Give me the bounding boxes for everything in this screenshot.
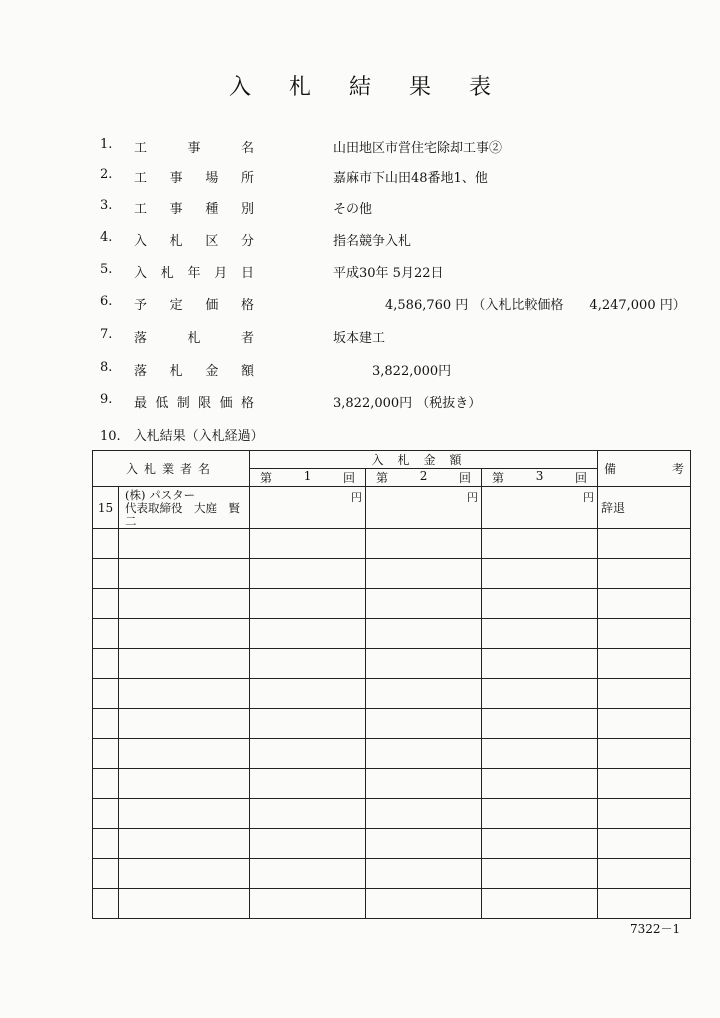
table-row — [93, 589, 691, 619]
table-row — [93, 559, 691, 589]
info-label: 工 事 名 — [134, 141, 254, 156]
info-number: 9. — [100, 392, 113, 407]
info-number: 1. — [100, 137, 113, 152]
info-number: 4. — [100, 230, 113, 245]
table-row — [93, 709, 691, 739]
info-value: 平成30年 5月22日 — [333, 266, 444, 281]
table-row — [93, 769, 691, 799]
header-bidder-name: 入札業者名 — [93, 451, 250, 487]
info-number: 3. — [100, 198, 113, 213]
header-round-2: 第 2 回 — [366, 469, 482, 487]
info-value: 3,822,000円 （税抜き） — [333, 396, 482, 411]
info-number: 8. — [100, 360, 113, 375]
info-label: 入 札 年 月 日 — [134, 266, 254, 281]
document-number: 7322－1 — [630, 922, 681, 936]
bid-amount-cell: 円 — [482, 487, 598, 529]
bid-amount-cell: 円 — [250, 487, 366, 529]
info-label: 入 札 区 分 — [134, 234, 254, 249]
info-value: 指名競争入札 — [333, 234, 412, 249]
table-row — [93, 619, 691, 649]
info-value: 4,586,760 円 （入札比較価格 4,247,000 円） — [333, 298, 686, 313]
info-label: 予 定 価 格 — [134, 298, 254, 313]
table-row — [93, 859, 691, 889]
remarks-cell: 辞退 — [598, 487, 691, 529]
bid-amount-cell: 円 — [366, 487, 482, 529]
info-value: 3,822,000円 — [333, 364, 452, 379]
header-remarks: 備 考 — [598, 451, 691, 487]
info-number: 6. — [100, 294, 113, 309]
table-row — [93, 679, 691, 709]
info-label: 最 低 制 限 価 格 — [134, 396, 254, 411]
table-row — [93, 739, 691, 769]
info-number: 7. — [100, 327, 113, 342]
info-number: 2. — [100, 167, 113, 182]
table-row — [93, 829, 691, 859]
bid-results-heading: 10. 入札結果（入札経過） — [100, 429, 264, 444]
header-round-3: 第 3 回 — [482, 469, 598, 487]
info-value: その他 — [333, 202, 373, 217]
info-value: 坂本建工 — [333, 331, 386, 346]
bidder-number: 15 — [93, 487, 119, 529]
info-label: 工 事 種 別 — [134, 202, 254, 217]
info-label: 工 事 場 所 — [134, 171, 254, 186]
table-row — [93, 487, 691, 529]
page-title: 入札結果表 — [228, 75, 529, 100]
info-label: 落 札 金 額 — [134, 364, 254, 379]
table-row — [93, 799, 691, 829]
header-bid-amount: 入札金額 — [250, 451, 598, 469]
info-number: 5. — [100, 262, 113, 277]
table-row — [93, 529, 691, 559]
bidder-name: (株) パスター 代表取締役 大庭 賢二 — [119, 487, 250, 529]
table-row — [93, 889, 691, 919]
info-label: 落 札 者 — [134, 331, 254, 346]
info-value: 嘉麻市下山田48番地1、他 — [333, 171, 488, 186]
header-round-1: 第 1 回 — [250, 469, 366, 487]
bid-results-table — [92, 450, 690, 913]
info-value: 山田地区市営住宅除却工事② — [333, 141, 503, 156]
table-row — [93, 649, 691, 679]
